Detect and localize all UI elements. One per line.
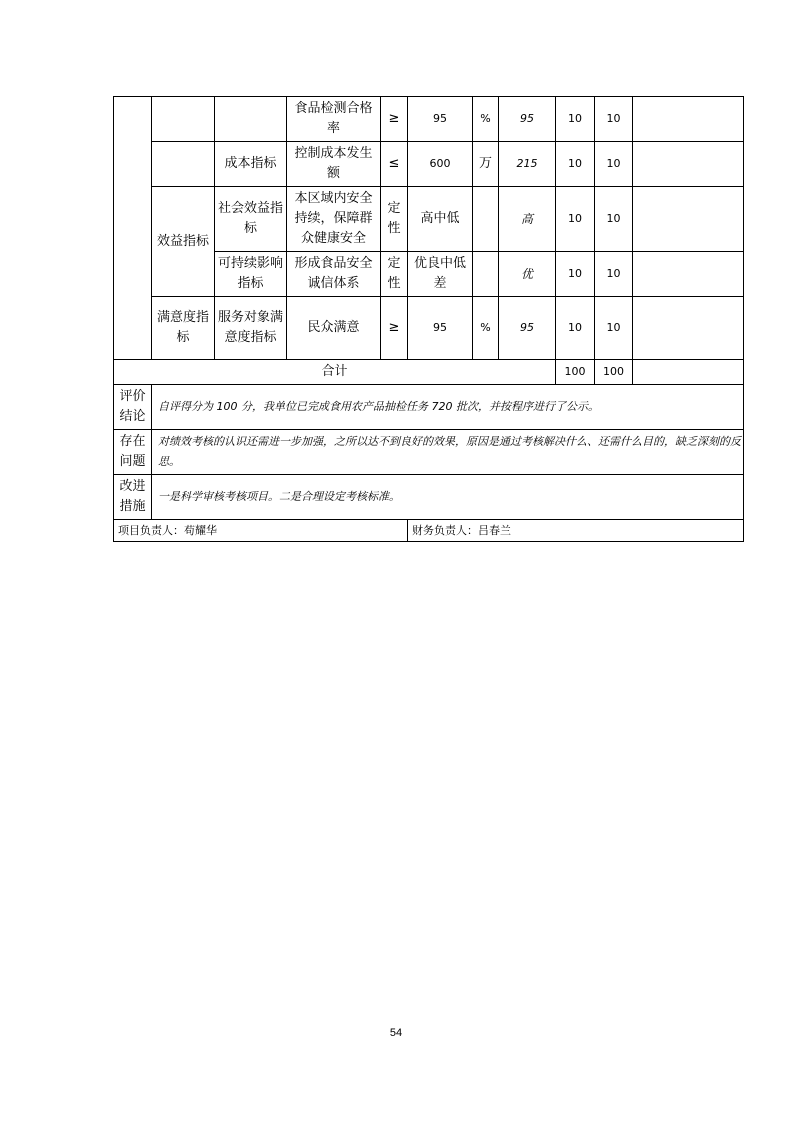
- actual-value: 215: [499, 142, 556, 187]
- indicator-name: 控制成本发生额: [287, 142, 381, 187]
- project-lead: 项目负责人：苟耀华: [114, 520, 408, 542]
- table-row: [114, 297, 744, 360]
- blank-cell: [152, 97, 215, 142]
- sub-indicator: 可持续影响指标: [215, 252, 287, 297]
- finance-lead: 财务负责人：吕春兰: [408, 520, 744, 542]
- performance-table: [113, 96, 744, 542]
- total-score: 100: [595, 360, 633, 385]
- page-number: 54: [389, 1027, 403, 1039]
- measures-label: 改进措施: [114, 475, 152, 520]
- indicator-name: 形成食品安全诚信体系: [287, 252, 381, 297]
- sub-indicator: 社会效益指标: [215, 187, 287, 252]
- score: 10: [595, 297, 633, 360]
- remark-cell: [633, 360, 744, 385]
- remark-cell: [633, 142, 744, 187]
- problems-text: 对绩效考核的认识还需进一步加强，之所以达不到良好的效果，原因是通过考核解决什么、还需什么目的，缺乏深刻的反思。: [152, 430, 744, 475]
- signature-row: [114, 520, 744, 542]
- table-row: [114, 142, 744, 187]
- total-weight: 100: [556, 360, 595, 385]
- category-label: 满意度指标: [152, 297, 215, 360]
- total-row: [114, 360, 744, 385]
- score: 10: [595, 187, 633, 252]
- actual-value: 优: [499, 252, 556, 297]
- actual-value: 95: [499, 97, 556, 142]
- sub-indicator: 成本指标: [215, 142, 287, 187]
- remark-cell: [633, 297, 744, 360]
- target-value: 高中低: [408, 187, 473, 252]
- target-value: 优良中低差: [408, 252, 473, 297]
- operator: ≥: [381, 297, 408, 360]
- unit: %: [473, 97, 499, 142]
- remark-cell: [633, 252, 744, 297]
- blank-cell: [215, 97, 287, 142]
- operator: 定性: [381, 187, 408, 252]
- operator: 定性: [381, 252, 408, 297]
- category-label: 效益指标: [152, 187, 215, 297]
- unit: 万: [473, 142, 499, 187]
- score: 10: [595, 142, 633, 187]
- score: 10: [595, 252, 633, 297]
- unit: [473, 252, 499, 297]
- remark-cell: [633, 97, 744, 142]
- table-row: [114, 187, 744, 252]
- indicator-name: 食品检测合格率: [287, 97, 381, 142]
- indicator-name: 本区域内安全持续，保障群众健康安全: [287, 187, 381, 252]
- total-label: 合计: [114, 360, 556, 385]
- operator: ≥: [381, 97, 408, 142]
- sub-indicator: 服务对象满意度指标: [215, 297, 287, 360]
- problems-row: [114, 430, 744, 475]
- target-value: 95: [408, 97, 473, 142]
- unit: [473, 187, 499, 252]
- table-row: [114, 97, 744, 142]
- evaluation-row: [114, 385, 744, 430]
- measures-row: [114, 475, 744, 520]
- target-value: 600: [408, 142, 473, 187]
- evaluation-text: 自评得分为 100 分，我单位已完成食用农产品抽检任务 720 批次，并按程序进行了公示。: [152, 385, 744, 430]
- score: 10: [595, 97, 633, 142]
- evaluation-label: 评价结论: [114, 385, 152, 430]
- blank-cell: [152, 142, 215, 187]
- weight: 10: [556, 187, 595, 252]
- weight: 10: [556, 252, 595, 297]
- target-value: 95: [408, 297, 473, 360]
- weight: 10: [556, 142, 595, 187]
- unit: %: [473, 297, 499, 360]
- actual-value: 高: [499, 187, 556, 252]
- weight: 10: [556, 297, 595, 360]
- weight: 10: [556, 97, 595, 142]
- indicator-name: 民众满意: [287, 297, 381, 360]
- operator: ≤: [381, 142, 408, 187]
- blank-cell: [114, 97, 152, 360]
- measures-text: 一是科学审核考核项目。二是合理设定考核标准。: [152, 475, 744, 520]
- problems-label: 存在问题: [114, 430, 152, 475]
- actual-value: 95: [499, 297, 556, 360]
- remark-cell: [633, 187, 744, 252]
